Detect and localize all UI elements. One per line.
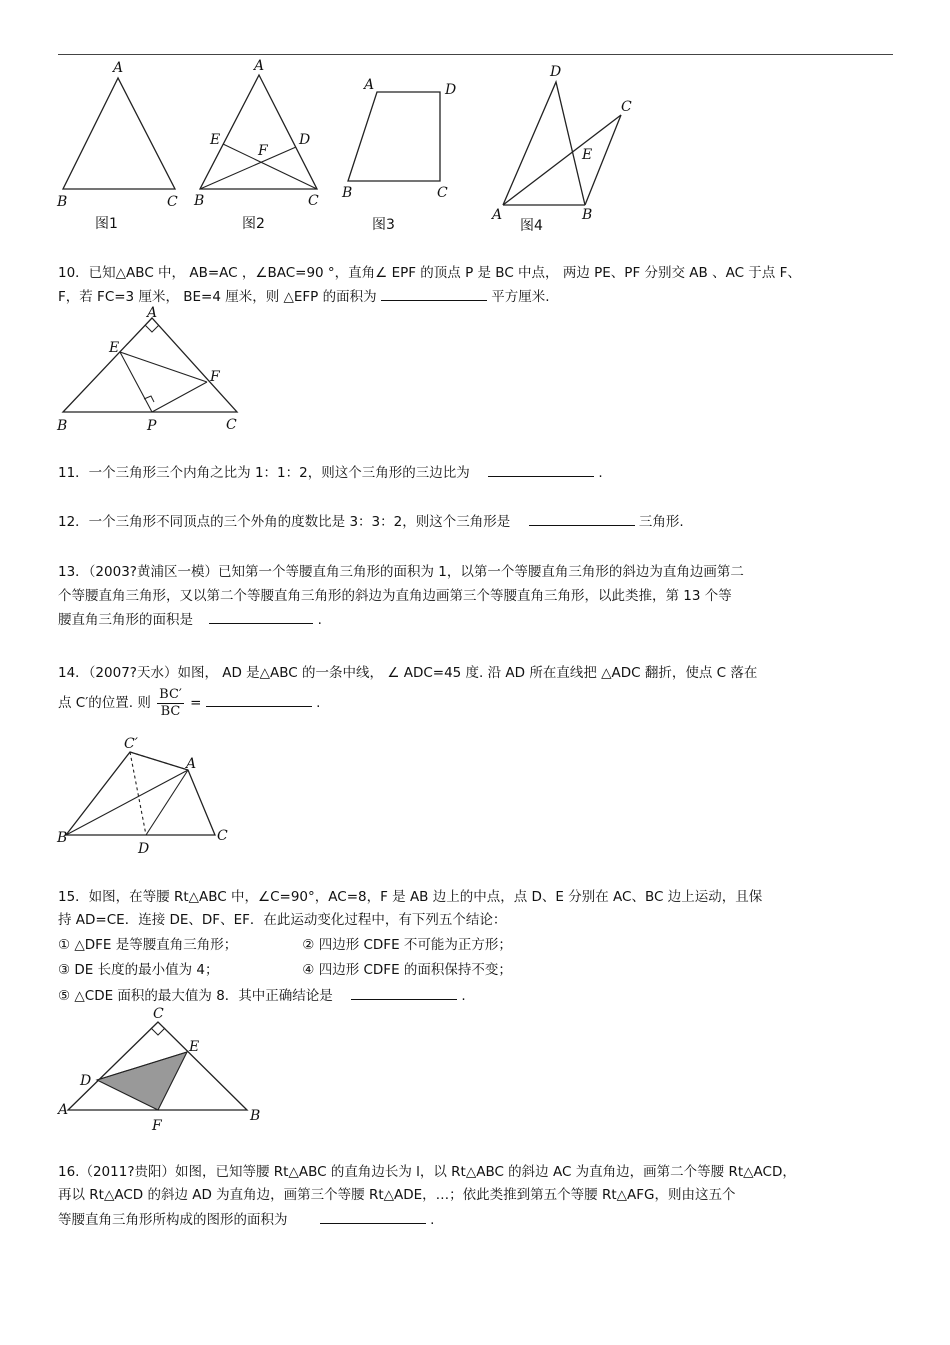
figure-q10 [55, 305, 255, 439]
question-15-end: . [461, 988, 466, 1004]
conclusion-4: ④ 四边形 CDFE 的面积保持不变； [302, 962, 512, 978]
conclusion-5: ⑤ △CDE 面积的最大值为 8．其中正确结论是 [58, 988, 333, 1004]
conclusion-2: ② 四边形 CDFE 不可能为正方形； [302, 937, 512, 953]
fig4-label-a: A [492, 207, 503, 223]
q15-label-c: C [153, 1006, 164, 1022]
figure-2 [190, 58, 330, 242]
answer-blank-14[interactable] [206, 691, 312, 707]
fig4-caption: 图4 [520, 218, 543, 234]
conclusion-1: ① △DFE 是等腰直角三角形； [58, 937, 238, 953]
fig3-label-d: D [445, 82, 457, 98]
fig1-label-a: A [113, 60, 124, 76]
question-10-line1: 10．已知△ABC 中， AB=AC ，∠BAC=90 °，直角∠ EPF 的顶点 P 是 BC 中点， 两边 PE、PF 分别交 AB 、AC 于点 F、 [58, 265, 801, 281]
answer-blank-15[interactable] [351, 984, 457, 1000]
q10-label-a: A [147, 305, 158, 321]
answer-blank-11[interactable] [488, 461, 594, 477]
figure-q15 [55, 1000, 270, 1139]
question-16-line2: 再以 Rt△ACD 的斜边 AD 为直角边，画第三个等腰 Rt△ADE，…；依此类推到第五个等腰 Rt△AFG，则由这五个 [58, 1187, 736, 1203]
question-10-unit: 平方厘米. [491, 289, 550, 305]
q14-label-d: D [138, 841, 150, 857]
figure-4 [488, 62, 648, 241]
q10-label-b: B [57, 418, 68, 434]
question-15-line2: 持 AD=CE．连接 DE、DF、EF．在此运动变化过程中，有下列五个结论： [58, 912, 507, 928]
q15-label-a: A [58, 1102, 69, 1118]
fig1-caption: 图1 [95, 216, 118, 232]
fig2-label-c: C [308, 193, 319, 209]
q14-label-cprime: C′ [124, 736, 138, 752]
conclusion-3: ③ DE 长度的最小值为 4； [58, 962, 219, 978]
question-12-end: 三角形. [638, 514, 684, 530]
figure-1 [55, 58, 190, 242]
fig2-label-e: E [210, 132, 221, 148]
header-rule [58, 54, 893, 55]
question-16-line3 [58, 1208, 894, 1232]
answer-blank-12[interactable] [529, 510, 635, 526]
question-11-text: 11．一个三角形三个内角之比为 1：1：2，则这个三角形的三边比为 [58, 465, 470, 481]
question-15-conclusions-row2 [58, 958, 894, 982]
q14-label-c: C [217, 828, 228, 844]
fig1-label-c: C [167, 194, 178, 210]
question-12 [58, 510, 894, 534]
figure-3 [340, 72, 470, 241]
question-14-end: . [316, 695, 321, 711]
question-14-line1: 14．（2007?天水）如图， AD 是△ABC 的一条中线， ∠ ADC=45 度. 沿 AD 所在直线把 △ADC 翻折，使点 C 落在 [58, 665, 758, 681]
fraction-numerator: BC′ [159, 686, 182, 702]
question-13-text: 腰直角三角形的面积是 [58, 612, 193, 628]
answer-blank-13[interactable] [209, 608, 313, 624]
q15-label-f: F [152, 1118, 162, 1134]
question-14-text: 点 C′的位置. 则 [58, 695, 151, 711]
fig2-label-b: B [194, 193, 205, 209]
fig4-label-e: E [582, 147, 593, 163]
fig2-label-f: F [258, 143, 268, 159]
question-11-end: . [598, 465, 603, 481]
answer-blank-10[interactable] [381, 285, 487, 301]
question-13-line3 [58, 608, 894, 632]
question-16-text: 等腰直角三角形所构成的图形的面积为 [58, 1212, 288, 1228]
question-12-text: 12．一个三角形不同顶点的三个外角的度数比是 3：3：2，则这个三角形是 [58, 514, 511, 530]
question-15-conclusions-row1 [58, 933, 894, 957]
question-16-line1: 16.（2011?贵阳）如图，已知等腰 Rt△ABC 的直角边长为 l，以 Rt△ABC 的斜边 AC 为直角边，画第二个等腰 Rt△ACD， [58, 1164, 796, 1180]
fig3-label-a: A [364, 77, 375, 93]
question-16-end: . [430, 1212, 435, 1228]
fig4-label-c: C [621, 99, 632, 115]
q10-label-f: F [210, 369, 220, 385]
answer-blank-16[interactable] [320, 1208, 426, 1224]
fraction-denominator: BC [160, 703, 181, 719]
fig2-label-d: D [299, 132, 311, 148]
question-11 [58, 461, 894, 485]
q10-label-e: E [109, 340, 120, 356]
fig1-label-b: B [57, 194, 68, 210]
question-14-equals: = [190, 695, 202, 711]
question-13-line2: 个等腰直角三角形，又以第二个等腰直角三角形的斜边为直角边画第三个等腰直角三角形，以此类推，第 13 个等 [58, 588, 732, 604]
fig3-caption: 图3 [372, 217, 395, 233]
fig4-label-d: D [550, 64, 562, 80]
q15-label-e: E [189, 1039, 200, 1055]
question-14-line2 [58, 686, 894, 720]
fraction-bcprime-over-bc [157, 687, 184, 720]
question-15-line1: 15．如图，在等腰 Rt△ABC 中，∠C=90°，AC=8，F 是 AB 边上的中点，点 D、E 分别在 AC、BC 边上运动，且保 [58, 889, 763, 905]
q15-label-d: D [80, 1073, 92, 1089]
q14-label-a: A [186, 756, 197, 772]
figure-q14 [55, 730, 240, 864]
q15-label-b: B [250, 1108, 261, 1124]
q14-label-b: B [57, 830, 68, 846]
question-10-text: F，若 FC=3 厘米， BE=4 厘米，则 △EFP 的面积为 [58, 289, 377, 305]
q10-label-p: P [147, 418, 157, 434]
question-13-line1: 13．（2003?黄浦区一模）已知第一个等腰直角三角形的面积为 1，以第一个等腰直角三角形的斜边为直角边画第二 [58, 564, 744, 580]
fig2-label-a: A [254, 58, 265, 74]
q10-label-c: C [226, 417, 237, 433]
question-13-end: . [317, 612, 322, 628]
fig4-label-b: B [582, 207, 593, 223]
fig3-label-c: C [437, 185, 448, 201]
fig3-label-b: B [342, 185, 353, 201]
fig2-caption: 图2 [242, 216, 265, 232]
